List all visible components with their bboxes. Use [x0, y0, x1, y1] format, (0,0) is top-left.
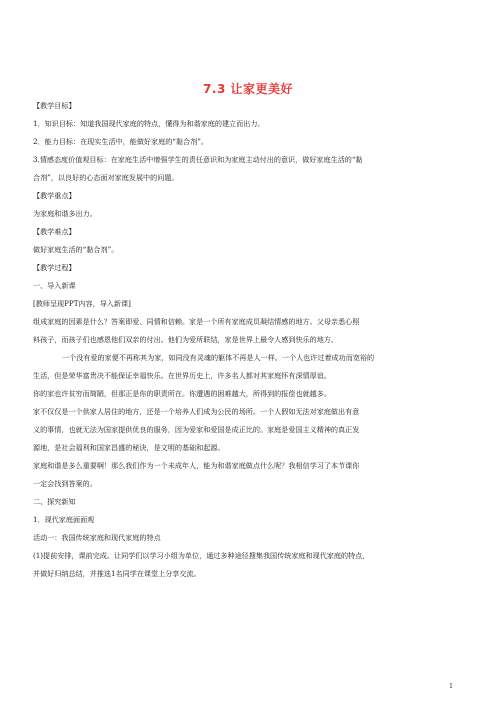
text-line: 1．知识目标：知道我国现代家庭的特点，懂得为和谐家庭的建立而出力。	[33, 119, 265, 128]
lesson-title: 7.3 让家更美好	[203, 82, 293, 96]
text-line: 合剂”，以良好的心态面对家庭发展中的问题。	[33, 173, 179, 182]
text-line: 3.情感态度价值观目标：在家庭生活中增强学生的责任意识和为家庭主动付出的意识，做好家庭生活的“黏	[33, 155, 363, 164]
text-line: 一定会找到答案的。	[33, 479, 97, 488]
text-line: 义的事情，也就无法为国家提供优良的服务，因为爱家和爱国是成正比的。家庭是爱国主义精神的真正发	[33, 425, 360, 434]
text-line: 活动一：我国传统家庭和现代家庭的特点	[33, 533, 161, 542]
text-line: 你的家也许贫穷而简陋，但那正是你的职责所在。你遭遇的困难越大，所得到的报偿也就越多。	[33, 389, 331, 398]
text-line: 为家庭和谐多出力。	[33, 209, 97, 218]
text-line: 家不仅仅是一个供家人居住的地方，还是一个培养人们成为公民的场所。一个人假如无法对家庭做出有意	[33, 407, 360, 416]
section-heading: 【教学难点】	[33, 227, 76, 236]
section-heading: 【教学目标】	[33, 101, 76, 110]
text-line: 生活，但是荣华富贵决不能保证幸福快乐。在世界历史上，许多名人都对其家庭怀有深情厚谊。	[33, 371, 331, 380]
text-line: 源地，是社会福利和国家昌盛的秘诀，是文明的基础和起源。	[33, 443, 225, 452]
text-line: 组成家庭的因素是什么？答案即爱、同情和信赖。家是一个所有家庭成员凝结情感的地方。父母亲悉心照	[33, 317, 360, 326]
text-line: 并做好归纳总结，并推选1名同学在课堂上分享交流。	[33, 569, 201, 578]
section-heading: 【教学过程】	[33, 263, 76, 272]
text-line: (1)提前安排，课前完成。让同学们以学习小组为单位，通过多种途径搜集我国传统家庭和现代家庭的特点，	[33, 551, 370, 560]
text-line: 家庭和谐是多么重要啊！那么我们作为一个未成年人，能为和谐家庭做点什么呢？我相信学习了本节课你	[33, 461, 360, 470]
text-line: 一个没有爱的家便不再称其为家，如同没有灵魂的躯体不再是人一样。一个人也许过着成功而宽裕的	[62, 353, 375, 362]
section-heading: 【教学重点】	[33, 191, 76, 200]
text-line: [教师呈现PPT内容，导入新课]	[33, 299, 131, 308]
text-line: 二、探究新知	[33, 497, 76, 506]
text-line: 料孩子，而孩子们也感恩他们双亲的付出。他们为爱所联结，家是世界上最令人感到快乐的地方。	[33, 335, 339, 344]
text-line: 2．能力目标：在现实生活中，能做好家庭的“黏合剂”。	[33, 137, 208, 146]
page-number: 1	[449, 683, 453, 690]
text-line: 做好家庭生活的“黏合剂”。	[33, 245, 119, 254]
text-line: 一、导入新课	[33, 281, 76, 290]
text-line: 1．现代家庭面面观	[33, 515, 95, 524]
